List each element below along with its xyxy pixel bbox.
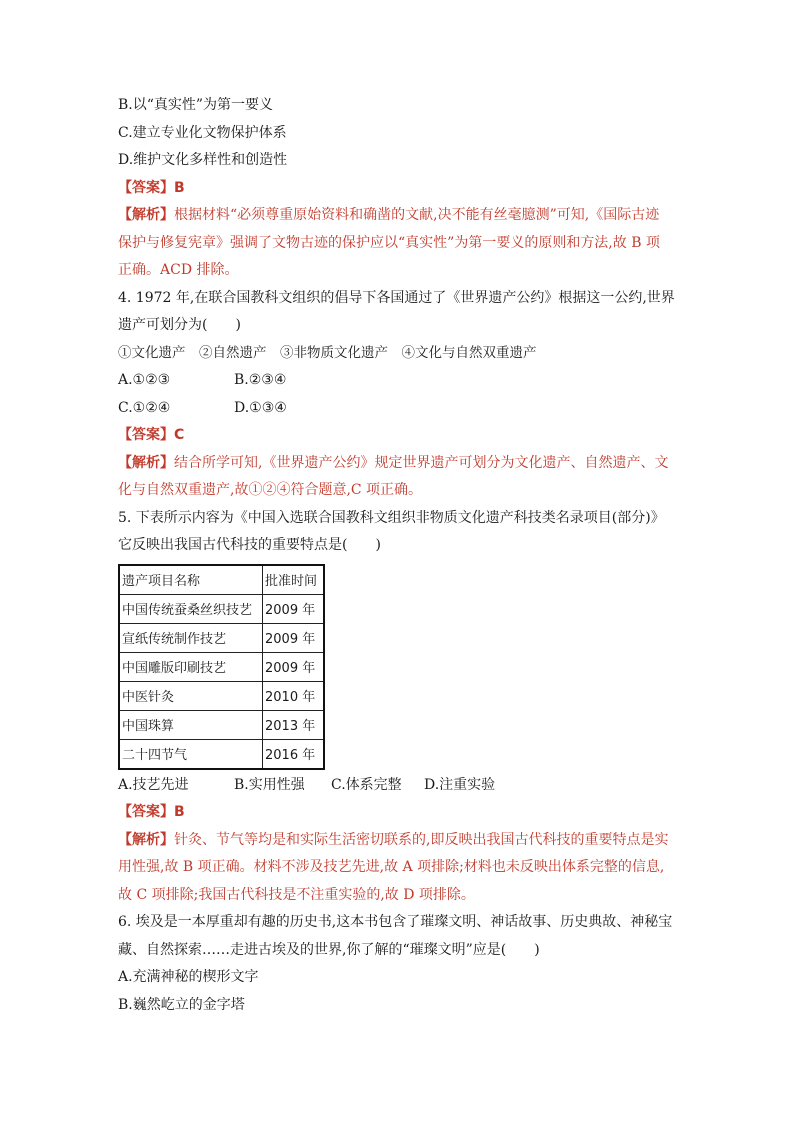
- q5-stem-line2: 它反映出我国古代科技的重要特点是( ): [118, 537, 381, 553]
- q6-option-b: B.巍然屹立的金字塔: [118, 996, 245, 1013]
- q4-explanation-line1: 结合所学可知,《世界遗产公约》规定世界遗产可划分为文化遗产、自然遗产、文: [174, 454, 669, 471]
- q4-explanation-line2: 化与自然双重遗产,故①②④符合题意,C 项正确。: [118, 482, 423, 498]
- table-row: [119, 739, 324, 769]
- q6-option-a: A.充满神秘的楔形文字: [118, 969, 259, 985]
- q4-answer: 【答案】C: [118, 427, 185, 443]
- q3-option-c: C.建立专业化文物保护体系: [118, 124, 287, 141]
- table-cell-date: 2016 年: [263, 739, 325, 769]
- q5-option-d: D.注重实验: [424, 776, 496, 793]
- q6-stem-line2: 藏、自然探索……走进古埃及的世界,你了解的“璀璨文明”应是( ): [118, 941, 540, 958]
- q6-stem-line1: 6. 埃及是一本厚重却有趣的历史书,这本书包含了璀璨文明、神话故事、历史典故、神秘宝: [118, 914, 673, 930]
- table-cell-name: 二十四节气: [119, 739, 263, 769]
- table-row: [119, 681, 324, 710]
- table-header-date: 批准时间: [263, 565, 325, 595]
- q5-options-row: [118, 772, 678, 800]
- q4-option-b: B.②③④: [234, 372, 287, 388]
- q4-option-d: D.①③④: [234, 399, 287, 416]
- q3-explanation: [118, 202, 678, 230]
- q3-explanation-line3: 正确。ACD 排除。: [118, 262, 239, 278]
- heritage-table: [118, 564, 325, 770]
- q5-answer: 【答案】B: [118, 804, 185, 820]
- q4-options-row1: [118, 367, 678, 395]
- q5-option-b: B.实用性强: [234, 776, 305, 793]
- q5-option-a: A.技艺先进: [118, 776, 189, 793]
- q4-stem-line1: 4. 1972 年,在联合国教科文组织的倡导下各国通过了《世界遗产公约》根据这一公约,世界: [118, 289, 675, 306]
- table-cell-name: 中国传统蚕桑丝织技艺: [119, 594, 263, 623]
- q5-explanation: [118, 827, 678, 855]
- q3-explanation-line1: 根据材料“必须尊重原始资料和确凿的文献,决不能有丝毫臆测”可知,《国际古迹: [174, 207, 660, 223]
- table-cell-name: 中国珠算: [119, 710, 263, 739]
- table-cell-date: 2009 年: [263, 652, 325, 681]
- table-header-row: [119, 565, 324, 595]
- q5-stem-line1: 5. 下表所示内容为《中国入选联合国教科文组织非物质文化遗产科技类名录项目(部分)》: [118, 509, 665, 526]
- table-cell-date: 2010 年: [263, 681, 325, 710]
- q4-stem-line2: 遗产可划分为( ): [118, 317, 241, 333]
- q5-option-c: C.体系完整: [331, 776, 402, 793]
- table-row: [119, 594, 324, 623]
- q4-explanation: [118, 450, 678, 478]
- q5-explanation-line3: 故 C 项排除;我国古代科技是不注重实验的,故 D 项排除。: [118, 886, 475, 903]
- document-page: [118, 92, 678, 1019]
- q4-explanation-tag: 【解析】: [118, 454, 174, 471]
- table-cell-name: 宣纸传统制作技艺: [119, 623, 263, 652]
- q4-items: ①文化遗产 ②自然遗产 ③非物质文化遗产 ④文化与自然双重遗产: [118, 344, 537, 361]
- table-row: [119, 710, 324, 739]
- q4-options-row2: [118, 395, 678, 423]
- table-cell-date: 2013 年: [263, 710, 325, 739]
- table-row: [119, 652, 324, 681]
- q3-answer: 【答案】B: [118, 179, 185, 196]
- table-cell-date: 2009 年: [263, 594, 325, 623]
- q3-option-d: D.维护文化多样性和创造性: [118, 152, 288, 168]
- table-header-name: 遗产项目名称: [119, 565, 263, 595]
- q4-option-c: C.①②④: [118, 399, 171, 416]
- q3-explanation-line2: 保护与修复宪章》强调了文物古迹的保护应以“真实性”为第一要义的原则和方法,故 B 项: [118, 234, 660, 251]
- q3-option-b: B.以“真实性”为第一要义: [118, 97, 274, 113]
- q4-option-a: A.①②③: [118, 372, 171, 388]
- q5-explanation-tag: 【解析】: [118, 831, 174, 848]
- q5-explanation-line1: 针灸、节气等均是和实际生活密切联系的,即反映出我国古代科技的重要特点是实: [174, 831, 669, 848]
- q3-explanation-tag: 【解析】: [118, 207, 174, 223]
- table-cell-name: 中国雕版印刷技艺: [119, 652, 263, 681]
- table-row: [119, 623, 324, 652]
- table-cell-date: 2009 年: [263, 623, 325, 652]
- table-cell-name: 中医针灸: [119, 681, 263, 710]
- q5-explanation-line2: 用性强,故 B 项正确。材料不涉及技艺先进,故 A 项排除;材料也未反映出体系完整的信息,: [118, 859, 665, 875]
